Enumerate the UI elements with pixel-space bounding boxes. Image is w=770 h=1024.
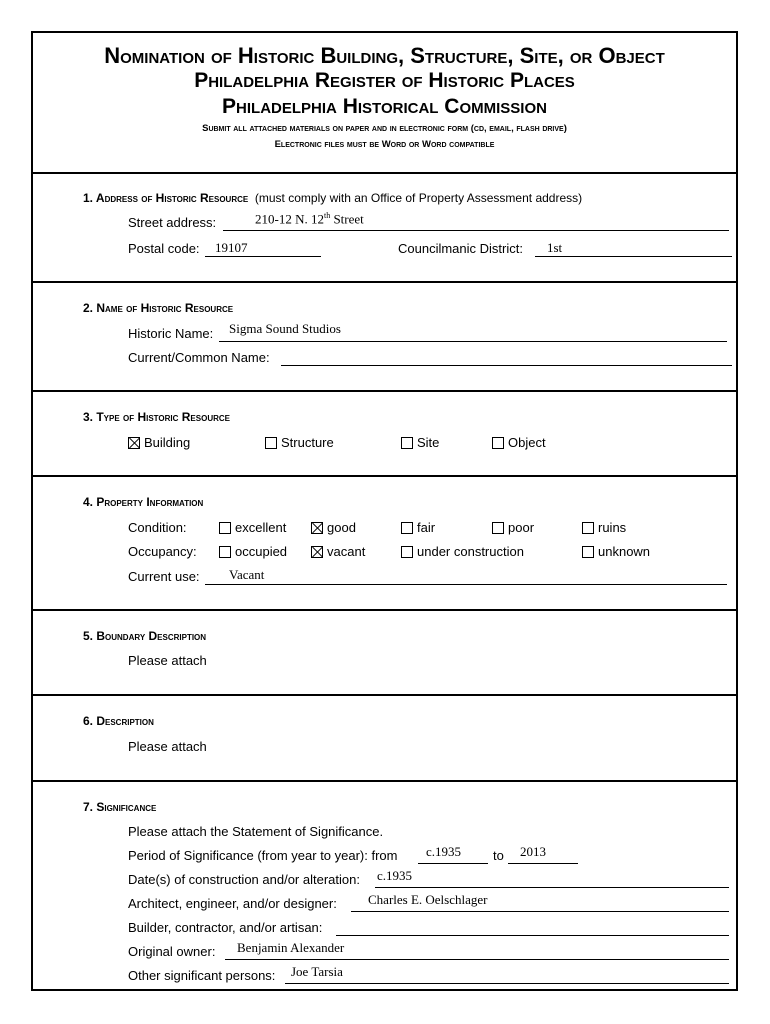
postal-code-value: 19107 <box>215 240 248 255</box>
section-1-title <box>83 191 582 205</box>
condition-fair-checkbox[interactable] <box>401 520 435 535</box>
type-site-checkbox[interactable] <box>401 435 439 450</box>
significance-instructions: Please attach the Statement of Significance. <box>128 824 384 839</box>
unchecked-box-icon <box>219 546 231 558</box>
nomination-form <box>31 31 738 991</box>
condition-poor-checkbox[interactable] <box>492 520 534 535</box>
commission-title: Philadelphia Historical Commission <box>222 95 547 118</box>
divider <box>33 694 736 696</box>
street-address-label: Street address: <box>128 215 217 230</box>
occupancy-unknown-label: unknown <box>598 544 651 559</box>
current-use-field[interactable] <box>205 568 727 585</box>
section-5-title: 5. Boundary Description <box>83 629 207 643</box>
submit-instructions: Submit all attached materials on paper and in electronic form (cd, email, flash drive) <box>202 123 567 134</box>
divider <box>33 390 736 392</box>
condition-good-label: good <box>327 520 356 535</box>
type-object-label: Object <box>508 435 546 450</box>
condition-fair-label: fair <box>417 520 436 535</box>
common-name-label: Current/Common Name: <box>128 350 270 365</box>
councilmanic-district-field[interactable] <box>535 240 732 257</box>
period-from-value: c.1935 <box>426 844 462 859</box>
historic-name-label: Historic Name: <box>128 326 214 341</box>
unchecked-box-icon <box>582 522 594 534</box>
significant-persons-value: Joe Tarsia <box>291 964 343 979</box>
period-to-label: to <box>493 848 504 863</box>
divider <box>33 609 736 611</box>
current-use-label: Current use: <box>128 569 200 584</box>
construction-dates-label: Date(s) of construction and/or alteration: <box>128 872 360 887</box>
section-7-title: 7. Significance <box>83 800 157 814</box>
unchecked-box-icon <box>401 546 413 558</box>
original-owner-value: Benjamin Alexander <box>237 940 345 955</box>
section-3-title: 3. Type of Historic Resource <box>83 410 230 424</box>
file-instructions: Electronic files must be Word or Word compatible <box>274 139 495 150</box>
condition-ruins-label: ruins <box>598 520 627 535</box>
condition-excellent-label: excellent <box>235 520 287 535</box>
section-6-title: 6. Description <box>83 714 154 728</box>
architect-value: Charles E. Oelschlager <box>368 892 488 907</box>
checked-box-icon <box>311 546 323 558</box>
divider <box>33 780 736 782</box>
occupancy-unknown-checkbox[interactable] <box>582 544 650 559</box>
significant-persons-field[interactable] <box>285 967 729 984</box>
councilmanic-district-value: 1st <box>547 240 563 255</box>
boundary-instructions: Please attach <box>128 653 207 668</box>
type-building-label: Building <box>144 435 191 450</box>
unchecked-box-icon <box>219 522 231 534</box>
occupancy-occupied-label: occupied <box>235 544 288 559</box>
period-label: Period of Significance (from year to year): from <box>128 848 398 863</box>
occupancy-label: Occupancy: <box>128 544 197 559</box>
current-use-value: Vacant <box>229 567 265 582</box>
construction-dates-value: c.1935 <box>377 868 413 883</box>
original-owner-label: Original owner: <box>128 944 216 959</box>
unchecked-box-icon <box>492 522 504 534</box>
type-structure-checkbox[interactable] <box>265 435 334 450</box>
condition-label: Condition: <box>128 520 187 535</box>
architect-label: Architect, engineer, and/or designer: <box>128 896 337 911</box>
unchecked-box-icon <box>492 437 504 449</box>
condition-ruins-checkbox[interactable] <box>582 520 626 535</box>
builder-field[interactable] <box>336 919 729 936</box>
construction-dates-field[interactable] <box>375 871 729 888</box>
section-2-title: 2. Name of Historic Resource <box>83 301 234 315</box>
divider <box>33 281 736 283</box>
condition-poor-label: poor <box>508 520 535 535</box>
divider <box>33 172 736 174</box>
checked-box-icon <box>128 437 140 449</box>
significant-persons-label: Other significant persons: <box>128 968 276 983</box>
councilmanic-district-label: Councilmanic District: <box>398 241 523 256</box>
occupancy-occupied-checkbox[interactable] <box>219 544 287 559</box>
postal-code-label: Postal code: <box>128 241 200 256</box>
condition-good-checkbox[interactable] <box>311 520 356 535</box>
divider <box>33 475 736 477</box>
occupancy-vacant-label: vacant <box>327 544 366 559</box>
description-instructions: Please attach <box>128 739 207 754</box>
checked-box-icon <box>311 522 323 534</box>
type-object-checkbox[interactable] <box>492 435 546 450</box>
unchecked-box-icon <box>265 437 277 449</box>
historic-name-value: Sigma Sound Studios <box>229 321 341 336</box>
form-title: Nomination of Historic Building, Structure, Site, or Object <box>104 43 665 68</box>
occupancy-under-construction-label: under construction <box>417 544 524 559</box>
type-site-label: Site <box>417 435 440 450</box>
condition-excellent-checkbox[interactable] <box>219 520 286 535</box>
period-to-value: 2013 <box>520 844 546 859</box>
builder-label: Builder, contractor, and/or artisan: <box>128 920 323 935</box>
unchecked-box-icon <box>582 546 594 558</box>
type-building-checkbox[interactable] <box>128 435 190 450</box>
section-4-title: 4. Property Information <box>83 495 204 509</box>
occupancy-under-construction-checkbox[interactable] <box>401 544 524 559</box>
street-address-value: 210-12 N. 12th Street <box>255 211 364 227</box>
unchecked-box-icon <box>401 437 413 449</box>
common-name-field[interactable] <box>281 349 732 366</box>
unchecked-box-icon <box>401 522 413 534</box>
occupancy-vacant-checkbox[interactable] <box>311 544 365 559</box>
register-title: Philadelphia Register of Historic Places <box>194 69 575 92</box>
type-structure-label: Structure <box>281 435 334 450</box>
section-1-heading: 1. Address of Historic Resource <box>83 191 249 205</box>
section-1-note: (must comply with an Office of Property Assessment address) <box>254 191 583 205</box>
